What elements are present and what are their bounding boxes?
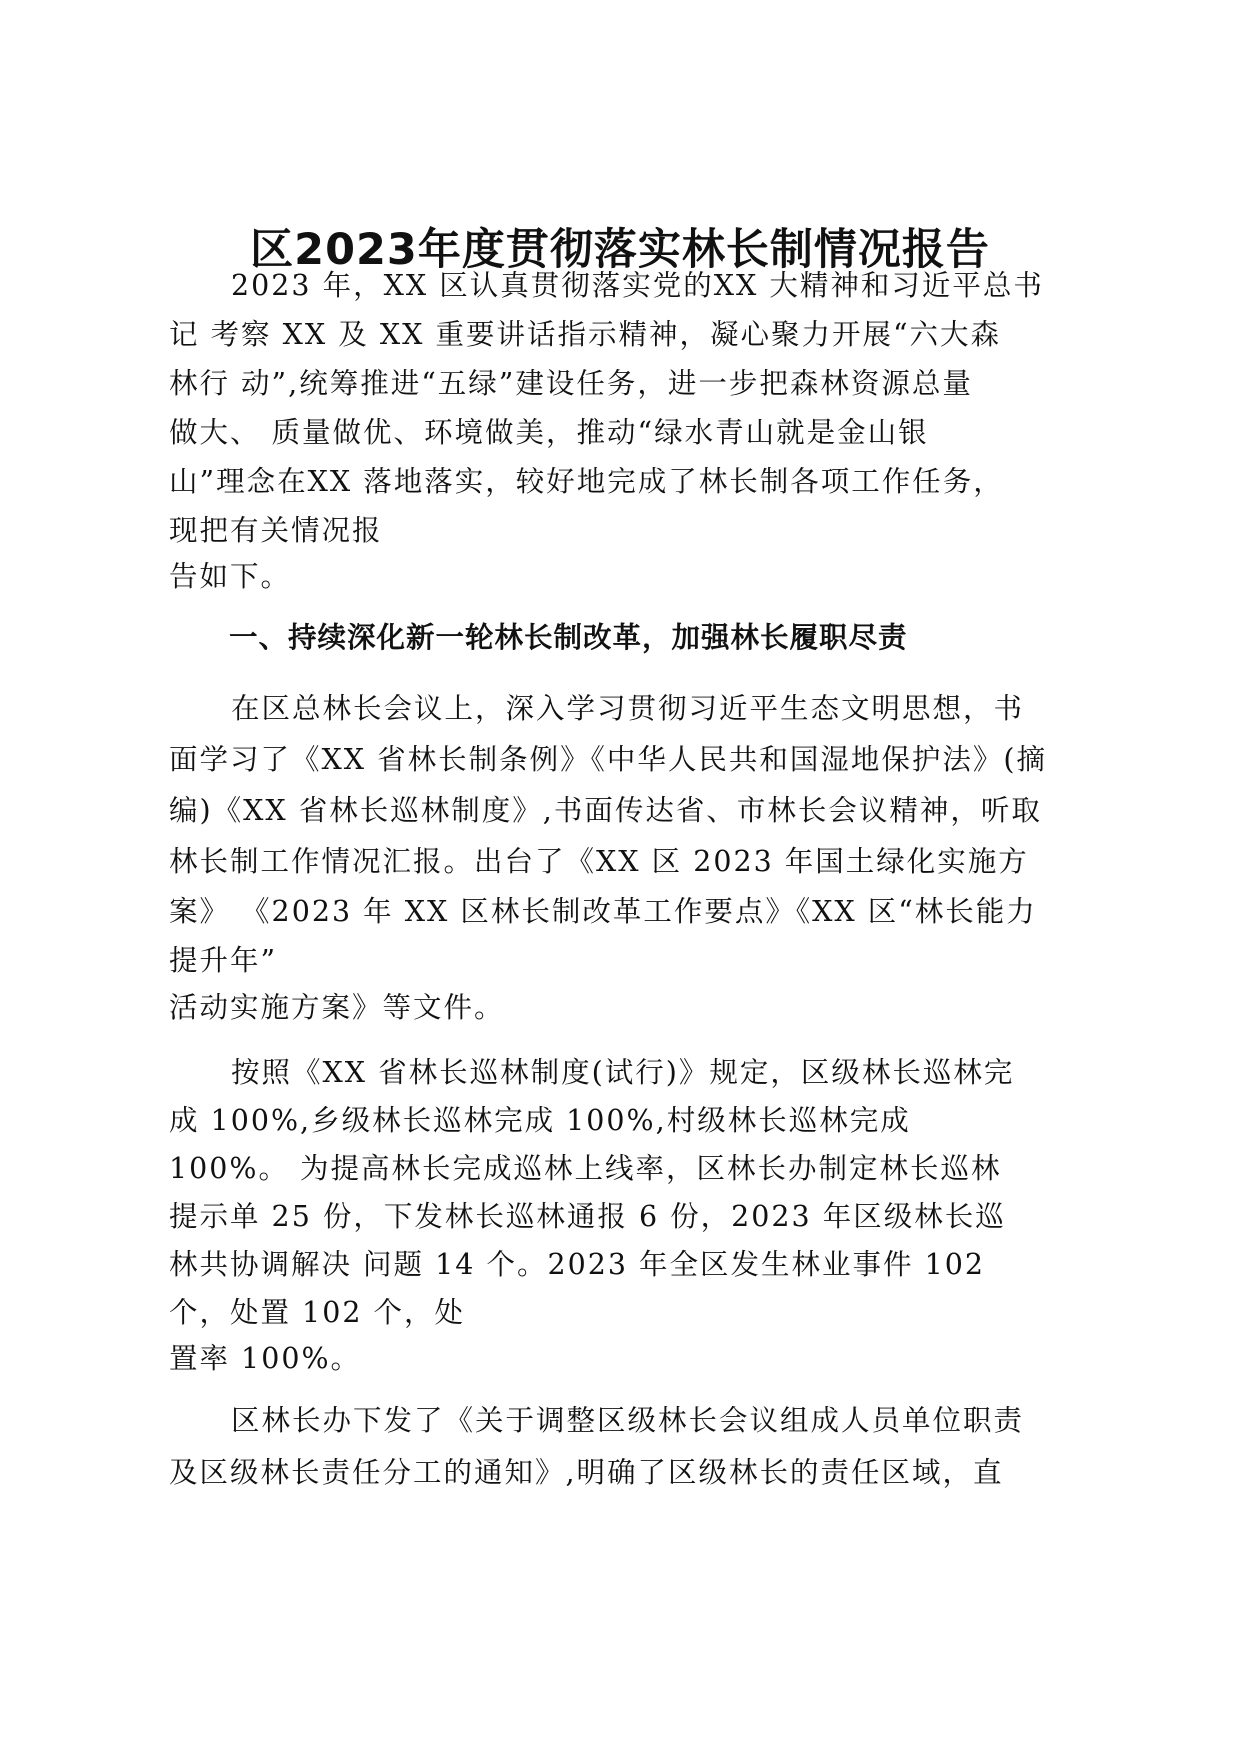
body-line: 100%。 为提高林长完成巡林上线率，区林长办制定林长巡林 <box>169 1152 1002 1185</box>
section-heading: 一、持续深化新一轮林长制改革，加强林长履职尽责 <box>229 621 908 654</box>
body-line: 面学习了《XX 省林长制条例》《中华人民共和国湿地保护法》(摘 <box>169 743 1048 776</box>
intro-line: 现把有关情况报 <box>169 514 383 547</box>
body-line: 个，处置 102 个，处 <box>169 1296 466 1329</box>
intro-line: 林行 动”,统筹推进“五绿”建设任务，进一步把森林资源总量 <box>169 367 973 400</box>
intro-line: 记 考察 XX 及 XX 重要讲话指示精神，凝心聚力开展“六大森 <box>169 318 1002 351</box>
intro-line: 山”理念在XX 落地落实，较好地完成了林长制各项工作任务， <box>169 465 1004 498</box>
body-line: 编)《XX 省林长巡林制度》,书面传达省、市林长会议精神，听取 <box>169 794 1042 827</box>
body-line: 提示单 25 份，下发林长巡林通报 6 份，2023 年区级林长巡 <box>169 1200 1006 1233</box>
body-line: 林共协调解决 问题 14 个。2023 年全区发生林业事件 102 <box>169 1248 985 1281</box>
document-title: 区2023年度贯彻落实林长制情况报告 <box>250 225 990 275</box>
intro-line: 做大、 质量做优、环境做美，推动“绿水青山就是金山银 <box>169 416 929 449</box>
body-line: 提升年” <box>169 944 278 977</box>
body-line: 区林长办下发了《关于调整区级林长会议组成人员单位职责 <box>231 1404 1025 1437</box>
body-line: 按照《XX 省林长巡林制度(试行)》规定，区级林长巡林完 <box>231 1056 1015 1089</box>
body-line: 及区级林长责任分工的通知》,明确了区级林长的责任区域，直 <box>169 1456 1004 1489</box>
body-line: 林长制工作情况汇报。出台了《XX 区 2023 年国土绿化实施方 <box>169 845 1029 878</box>
intro-line: 告如下。 <box>169 560 292 593</box>
intro-line: 2023 年，XX 区认真贯彻落实党的XX 大精神和习近平总书 <box>231 269 1044 302</box>
body-line: 成 100%,乡级林长巡林完成 100%,村级林长巡林完成 <box>169 1104 911 1137</box>
body-line: 置率 100%。 <box>169 1342 362 1375</box>
body-line: 在区总林长会议上，深入学习贯彻习近平生态文明思想，书 <box>231 692 1025 725</box>
body-line: 活动实施方案》等文件。 <box>169 991 505 1024</box>
body-line: 案》 《2023 年 XX 区林长制改革工作要点》《XX 区“林长能力 <box>169 895 1037 928</box>
